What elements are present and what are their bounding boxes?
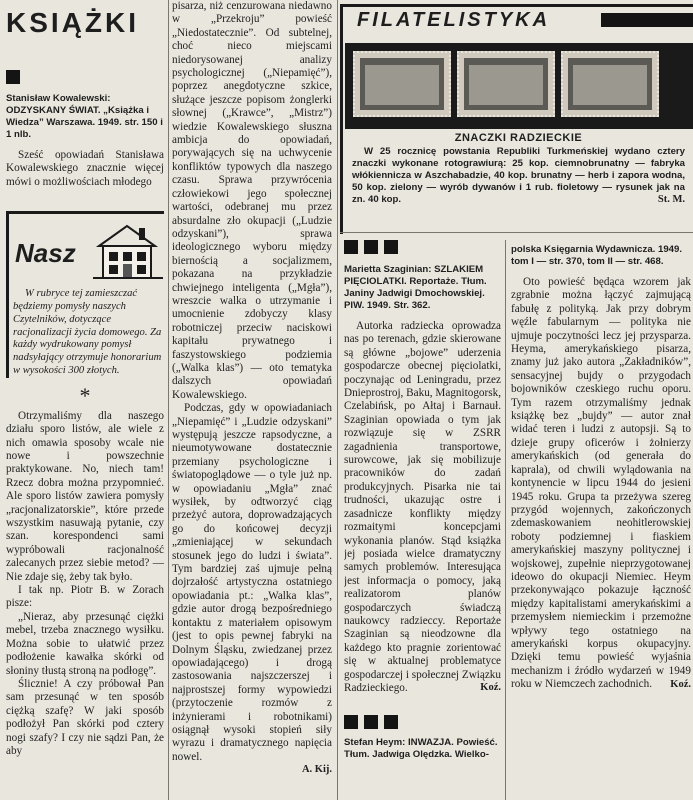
nasz-intro: W rubryce tej zamieszczać będziemy pomysły naszych Czytelników, dotyczące racjonalizacji życia domowego. Za każdy wydrukowany pomysł nadsyłający otrzymuje honorarium w wysokości 300 złotych.	[13, 288, 162, 376]
nasz-paragraph-4: Ślicznie! A czy próbował Pan sam przesunąć w ten sposób ciężką szafę? W jaki sposób podłożył Pan skórki pod cztery nogi szafy? I czy nie sądzi Pan, że aby	[6, 677, 164, 757]
szaginian-signature: Koź.	[480, 682, 501, 694]
house-illustration-icon	[93, 220, 164, 282]
column-heym	[511, 240, 691, 800]
szaginian-bibliography: Marietta Szaginian: SZLAKIEM PIĘCIOLATKI. Reportaże. Tłum. Janiny Jadwigi Dmochowskiej. PIW. 1949. Str. 362.	[344, 264, 487, 311]
nasz-title: Nasz	[15, 238, 76, 269]
title-bar-square	[601, 13, 693, 27]
bullet-squares	[344, 715, 501, 735]
stamps-signature: St. M.	[657, 194, 685, 205]
heym-signature: Koź.	[670, 678, 691, 690]
nasz-paragraph-1: Otrzymaliśmy dla naszego działu sporo listów, ale wiele z nich omawia sposoby wcale nie nowe i powszechnie praktykowane. No, niech tam! Rzecz dobra można przypomnieć. Ale sporo listów zawiera pomysły „racjonalizatorskie”, które przede wszystkim nasuwają pytanie, czy szan. korespondenci sami wypróbowali racjonalność zalecanych przez siebie metod? — Nie zdaje się, żeby tak było.	[6, 409, 164, 583]
column-divider	[505, 240, 506, 800]
column-szaginian	[344, 240, 501, 800]
review-body: pisarza, niż cenzurowana niedawno w „Przekroju” powieść „Niedostatecznie”. Od subtelnej, choć nieco miejscami niedorysowanej analizy psychologicznej („Niepamięć”), poprzez anegdotyczne szkice, służące jeszcze popisom żonglerki słownej („Krawce”, „Mistrz”) wiedzie Kowalewskiego słuszna ambicja do opowiadań, porywających się na uchwycenie konfliktów typowych dla naszego czasu. Sprawa przywrócenia człowiekowi jego społecznej wartości, odebranej mu przez absurdalne zło okupacji („Ludzie odzyskani”), sprawa ideologicznego wyboru między biernością a socjalizmem, pokazana na przykładzie chwiejnego inteligenta („Mgła”), wreszcie walka o utrzymanie i umocnienie zdobyczy klasy robotniczej przeciw naciskowi kapitału prywatnego i faszystowskiego podziemia („Walka klas”) — oto tematyka dalszych opowiadań Kowalewskiego.	[172, 0, 332, 401]
review-bibliography: Stanisław Kowalewski: ODZYSKANY ŚWIAT. „Książka i Wiedza” Warszawa. 1949. str. 150 i 1 nlb.	[6, 93, 163, 140]
filatelistyka-text-block	[352, 132, 685, 205]
stamp-image	[561, 51, 659, 117]
column-books-left	[6, 0, 164, 800]
star-separator: *	[79, 382, 91, 408]
nasz-dom-box	[6, 211, 164, 378]
heym-bibliography-continued: polska Księgarnia Wydawnicza. 1949. tom I — str. 370, tom II — str. 468.	[511, 244, 682, 267]
nasz-dom-header	[13, 220, 164, 282]
nasz-paragraph-2: I tak np. Piotr B. w Zorach pisze:	[6, 584, 164, 610]
section-title-books: KSIĄŻKI	[6, 7, 139, 38]
bullet-squares	[344, 240, 501, 260]
nasz-paragraph-3: „Nieraz, aby przesunąć ciężki mebel, trzeba znacznego wysiłku. Można sobie to ułatwić przez podłożenie kawałka skórki od słoniny tłustą stroną na podłogę”.	[6, 610, 164, 677]
heym-review: Oto powieść będąca wzorem jak zgrabnie można łączyć zajmującą fabułę z polityką. Jak przy dobrym węźle fabularnym — polityka nie ujmuje poczytności lecz jej przysparza. Heyma, amerykańskiego pisarza, znamy już jako autora „Zakładników”, sensacyjnej bujdy o przygodach bojowników czeskiego ruchu oporu. Tym razem otrzymaliśmy jednak książkę bez „bujdy” — autor znał widać teren i ludzi z autopsji. Są to dzieje grupy oficerów i żołnierzy amerykańskich (od generała do kaprala), od chwili wylądowania na kontynencie w lipcu 1944 do jesieni 1945 roku. Grupa ta przeżywa szereg przygód wojennych, zakończonych zdemaskowaniem neohitlerowskiej roboty podziemnej i fiaskiem amerykańskiej maszyny politycznej i wojskowej, zupełnie nieprzygotowanej ideowo do okupacji Niemiec. Heym przekonywająco pokazuje łączność między kapitalistami amerykańskimi a przemysłem niemieckim i przemożne wpływy tego ostatniego na amerykański korpus okupacyjny. Dzięki temu powieść wyjaśnia mechanizm i źródło wydarzeń w 1949 roku w Niemczech zachodnich.	[511, 276, 691, 691]
stamp-image	[353, 51, 451, 117]
review-lead-paragraph: Sześć opowiadań Stanisława Kowalewskiego znacznie więcej mówi o możliwościach młodego	[6, 149, 164, 188]
review-signature: A. Kij.	[301, 764, 332, 776]
review-body-2: Podczas, gdy w opowiadaniach „Niepamięć” i „Ludzie odzyskani” występują jeszcze rapsodyczne, a nieumotywowane dostatecznie przemiany psychologiczne i światopoglądowe — o tyle już np. w opowiadaniu „Mgła” znać wysiłek, by odtworzyć ciąg przeżyć autora, doprowadzających go do końcowej decyzji „zmieniającej w sekundach stosunek jego do ludzi i świata”. Tym bardziej zaś ujmuje pełną dojrzałość artystyczna ostatniego opowiadania pt.: „Walka klas”, gdzie autor drogą bezpośredniego kontaktu z materiałem opisowym (jest to opis pewnej fabryki na Dolnym Śląsku, zwiedzanej przez opowiadającego) i drogą zastosowania najszczerszej i najprostszej formy wypowiedzi (przytoczenie rozmów z inżynierami i robotnikami) osiągnął wysoki stopień siły wyrazu i dramatycznego napięcia nowel.	[172, 402, 332, 763]
column-books-review-continued	[172, 0, 332, 800]
szaginian-review: Autorka radziecka oprowadza nas po terenach, gdzie skierowane są główne „bojowe” uderzenia gospodarcze obecnej pięciolatki, poczynając od Leningradu, przez Dnieprostroj, Baku, Magnitogorsk, Czelabińsk, po Ałtaj i Barnauł. Szaginian opowiada o tym jak rozwiązuje się w ZSRR zagadnienia transportowe, surowcowe, jak się mobilizuje pracowników do zadań produkcyjnych. Pisarka nie tai trudności, ukazując ostre i zasadnicze konflikty między rozmaitymi koncepcjami wykonania planów. Stąd książka jej posiada wielce dramatyczny samych problemów. Interesująca jest informacja o pomocy, jaką realizatorom planów gospodarczych świadczą naukowcy radzieccy. Reportaże Szaginian są nieodzowne dla każdego kto pragnie zorientować się w aktualnej problematyce gospodarczej i społecznej Związku Radzieckiego.	[344, 320, 501, 694]
stamp-image	[457, 51, 555, 117]
bullet-square	[6, 70, 20, 84]
stamps-heading: ZNACZKI RADZIECKIE	[454, 132, 583, 144]
horizontal-rule	[340, 232, 693, 233]
filatelistyka-title: FILATELISTYKA	[357, 9, 551, 31]
column-divider	[337, 0, 338, 800]
stamps-strip	[345, 43, 693, 129]
stamps-description: W 25 rocznicę powstania Republiki Turkmeńskiej wydano cztery znaczki wykonane rotograwiurą: 25 kop. ciemnobrunatny — fabryka włókiennicza w Aszchabadzie, 40 kop. brunatny — herb i zapora wodna, 50 kop. zielony — wyrób dywanów i 1 rub. fioletowy — rysunek jak na zn. 40 kop.	[352, 146, 685, 205]
column-divider	[168, 0, 169, 800]
heym-bibliography: Stefan Heym: INWAZJA. Powieść. Tłum. Jadwiga Olędzka. Wielko-	[344, 737, 498, 761]
